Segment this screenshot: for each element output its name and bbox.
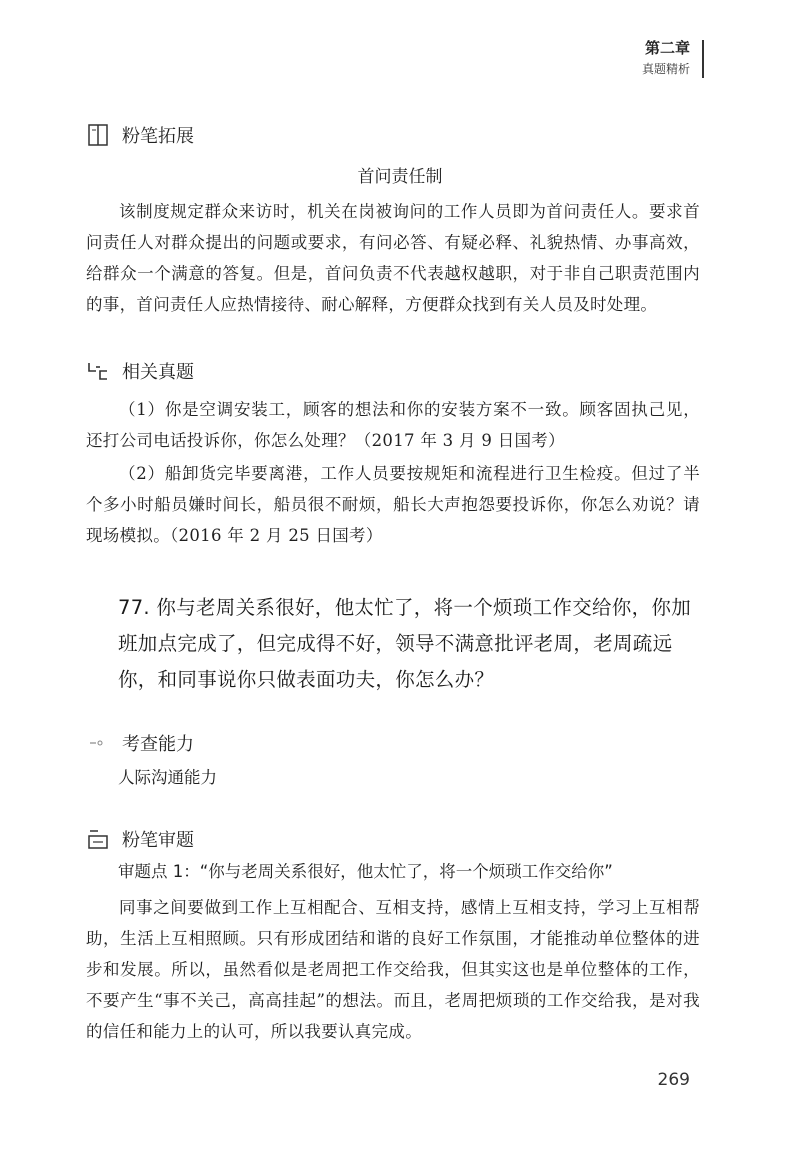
related-item-1: （1）你是空调安装工，顾客的想法和你的安装方案不一致。顾客固执己见，还打公司电话投诉你，你怎么处理？（2017 年 3 月 9 日国考） <box>86 400 700 450</box>
page-number: 269 <box>657 1070 690 1090</box>
running-header <box>642 38 690 78</box>
section-review <box>86 826 194 852</box>
question-77: 77. 你与老周关系很好，他太忙了，将一个烦琐工作交给你，你加班加点完成了，但完成得不好，领导不满意批评老周，老周疏远你，和同事说你只做表面功夫，你怎么办？ <box>118 596 692 691</box>
section-heading: 相关真题 <box>122 362 194 383</box>
section-heading: 考查能力 <box>122 734 194 755</box>
target-icon <box>86 731 110 755</box>
review-icon <box>86 827 110 851</box>
ability-value: 人际沟通能力 <box>118 768 217 787</box>
chapter-title: 第二章 <box>644 39 690 57</box>
section-ability <box>86 730 194 756</box>
review-point: 审题点 1：“你与老周关系很好，他太忙了，将一个烦琐工作交给你” <box>118 862 613 881</box>
section-related <box>86 358 194 384</box>
extension-paragraph: 该制度规定群众来访时，机关在岗被询问的工作人员即为首问责任人。要求首问责任人对群众提出的问题或要求，有问必答、有疑必释、礼貌热情、办事高效，给群众一个满意的答复。但是，首问负责不代表越权越职，对于非自己职责范围内的事，首问责任人应热情接待、耐心解释，方便群众找到有关人员及时处理。 <box>86 202 700 314</box>
section-heading: 粉笔审题 <box>122 830 194 851</box>
section-extension <box>86 122 194 148</box>
review-paragraph: 同事之间要做到工作上互相配合、互相支持，感情上互相支持，学习上互相帮助，生活上互相照顾。只有形成团结和谐的良好工作氛围，才能推动单位整体的进步和发展。所以，虽然看似是老周把工作交给我，但其实这也是单位整体的工作，不要产生“事不关己，高高挂起”的想法。而且，老周把烦琐的工作交给我，是对我的信任和能力上的认可，所以我要认真完成。 <box>86 898 700 1041</box>
related-item-2: （2）船卸货完毕要离港，工作人员要按规矩和流程进行卫生检疫。但过了半个多小时船员嫌时间长，船员很不耐烦，船长大声抱怨要投诉你，你怎么劝说？请现场模拟。（2016 年 2 月 25 日国考） <box>86 464 700 545</box>
chapter-subtitle: 真题精析 <box>641 62 690 76</box>
section-heading: 粉笔拓展 <box>122 126 194 147</box>
header-rule <box>702 40 704 78</box>
link-icon <box>86 359 110 383</box>
extension-center-title: 首问责任制 <box>357 167 443 187</box>
bookmark-icon <box>86 123 110 147</box>
